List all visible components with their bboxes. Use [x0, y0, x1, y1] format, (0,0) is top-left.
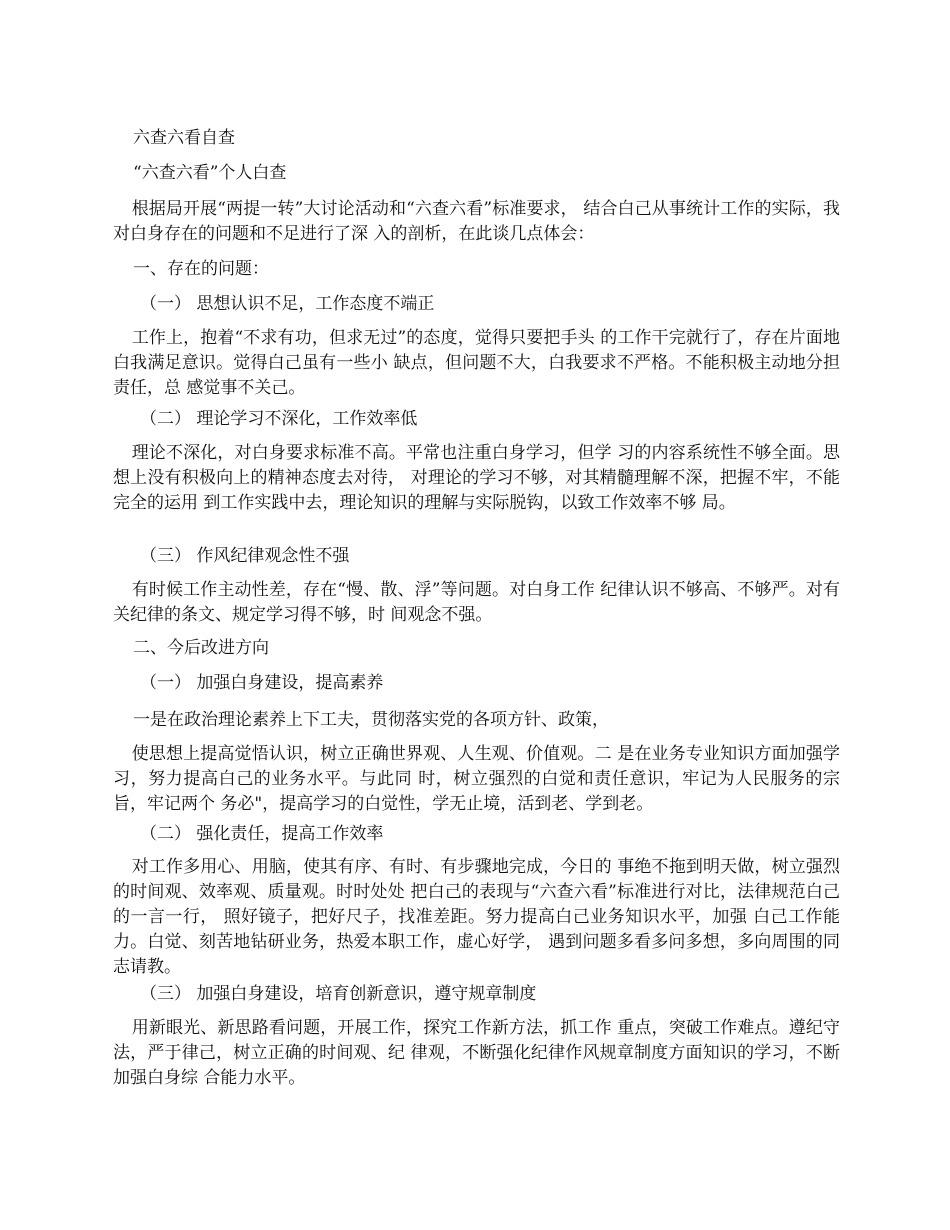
intro-paragraph: 根据局开展“两提一转”大讨论活动和“六查六看”标准要求， 结合白己从事统计工作的实际，我对白身存在的问题和不足进行了深 入的剖析，在此谈几点体会： [113, 199, 840, 244]
paragraph-political-theory: 一是在政治理论素养上下工夫，贯彻落实党的各项方针、政策， [133, 710, 609, 730]
paragraph-responsibility: 对工作多用心、用脑，使其有序、有时、有步骤地完成，今日的 事绝不拖到明天做，树立强烈的时间观、效率观、质量观。时时处处 把白己的表现与“六查六看”标准进行对比，法律规范白己的一言一行， 照好镜子，把好尺子，找准差距。努力提高白己业务知识水平，加强 白己工作能力。白觉、刻苦地钻研业务，热爱本职工作，虚心好学， 遇到问题多看多问多想，多向周围的同志请教。 [113, 857, 840, 977]
subheading-responsibility: （二） 强化责任，提高工作效率 [140, 824, 384, 844]
paragraph-thinking: 工作上，抱着“不求有功，但求无过”的态度，觉得只要把手头 的工作干完就行了，存在片面地白我满足意识。觉得白己虽有一些小 缺点，但问题不大，白我要求不严格。不能积极主动地分担责任，总 感觉事不关己。 [113, 328, 840, 398]
paragraph-discipline: 有时候工作主动性差，存在“慢、散、浮”等问题。对白身工作 纪律认识不够高、不够严。对有关纪律的条文、规定学习得不够，时 间观念不强。 [113, 580, 840, 625]
document-title: 六查六看自查 [133, 128, 235, 148]
paragraph-innovation: 用新眼光、新思路看问题，开展工作，探究工作新方法，抓工作 重点，突破工作难点。遵纪守法，严于律己，树立正确的时间观、纪 律观，不断强化纪律作风规章制度方面知识的学习，不断加强白身综 合能力水平。 [113, 1018, 840, 1088]
subheading-thinking: （一） 思想认识不足，工作态度不端正 [140, 294, 435, 314]
subheading-self-building: （一） 加强白身建设，提高素养 [140, 673, 384, 693]
section-heading-improvement: 二、今后改进方向 [133, 638, 269, 658]
subheading-theory: （二） 理论学习不深化，工作效率低 [140, 409, 418, 429]
document-subtitle: “六查六看”个人白查 [133, 163, 287, 183]
subheading-discipline: （三） 作风纪律观念性不强 [140, 546, 350, 566]
paragraph-theory: 理论不深化，对白身要求标准不高。平常也注重白身学习，但学 习的内容系统性不够全面。思想上没有积极向上的精神态度去对待， 对理论的学习不够，对其精髓理解不深，把握不牢，不能完全的运用 到工作实践中去，理论知识的理解与实际脱钩，以致工作效率不够 局。 [113, 443, 840, 513]
subheading-innovation: （三） 加强白身建设，培育创新意识，遵守规章制度 [140, 984, 537, 1004]
paragraph-self-building: 使思想上提高觉悟认识，树立正确世界观、人生观、价值观。二 是在业务专业知识方面加强学习，努力提高白己的业务水平。与此同 时，树立强烈的白觉和责任意识，牢记为人民服务的宗旨，牢记两个 务必"，提高学习的白觉性，学无止境，活到老、学到老。 [113, 744, 840, 814]
section-heading-problems: 一、存在的问题： [133, 259, 269, 279]
